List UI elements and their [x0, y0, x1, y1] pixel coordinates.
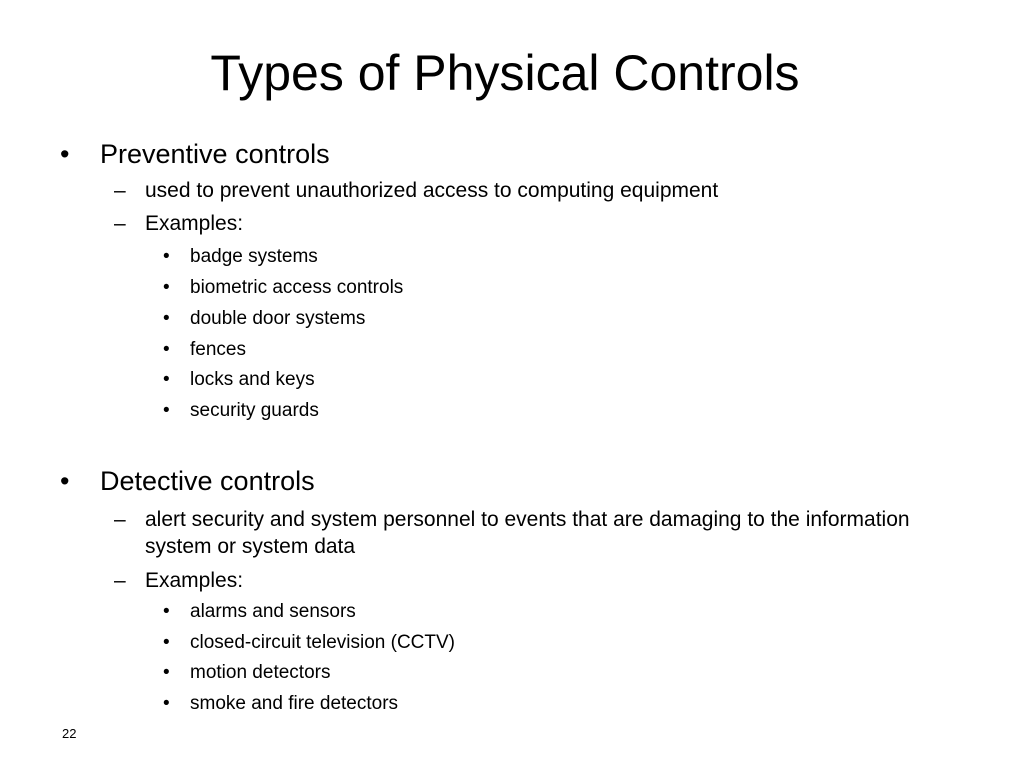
list-item	[0, 368, 1024, 392]
bullet-icon: •	[163, 246, 170, 267]
section-heading: Detective controls	[100, 466, 315, 496]
bullet-icon: •	[163, 662, 170, 683]
description-row	[0, 506, 1024, 560]
example-item: motion detectors	[190, 662, 331, 683]
example-item: alarms and sensors	[190, 601, 356, 622]
examples-label-row	[0, 210, 1024, 237]
list-item	[0, 276, 1024, 300]
dash-icon: –	[114, 508, 126, 531]
example-item: smoke and fire detectors	[190, 693, 399, 714]
dash-icon: –	[114, 569, 126, 592]
bullet-icon: •	[163, 601, 170, 622]
bullet-icon: •	[163, 693, 170, 714]
dash-icon: –	[114, 212, 126, 235]
section-description: used to prevent unauthorized access to computing equipment	[145, 179, 719, 202]
section-heading: Preventive controls	[100, 139, 330, 169]
bullet-icon: •	[163, 369, 170, 390]
section-heading-row	[0, 138, 1024, 170]
section-description: alert security and system personnel to events that are damaging to the information system or system data	[145, 508, 910, 558]
list-item	[0, 245, 1024, 269]
bullet-icon: •	[60, 139, 70, 169]
examples-label: Examples:	[145, 212, 244, 235]
example-item: fences	[190, 339, 246, 360]
bullet-icon: •	[163, 339, 170, 360]
list-item	[0, 399, 1024, 423]
bullet-icon: •	[163, 277, 170, 298]
example-item: badge systems	[190, 246, 318, 267]
list-item	[0, 661, 1024, 685]
bullet-icon: •	[163, 632, 170, 653]
bullet-icon: •	[163, 308, 170, 329]
example-item: security guards	[190, 400, 319, 421]
list-item	[0, 600, 1024, 624]
description-row	[0, 177, 1024, 204]
bullet-icon: •	[163, 400, 170, 421]
example-item: closed-circuit television (CCTV)	[190, 632, 456, 653]
list-item	[0, 692, 1024, 716]
page-number: 22	[62, 726, 77, 741]
list-item	[0, 338, 1024, 362]
dash-icon: –	[114, 179, 126, 202]
bullet-icon: •	[60, 466, 70, 496]
example-item: double door systems	[190, 308, 366, 329]
examples-label: Examples:	[145, 569, 244, 592]
list-item	[0, 307, 1024, 331]
section-heading-row	[0, 465, 1024, 497]
list-item	[0, 631, 1024, 655]
example-item: biometric access controls	[190, 277, 404, 298]
examples-label-row	[0, 567, 1024, 594]
example-item: locks and keys	[190, 369, 315, 390]
slide-title: Types of Physical Controls	[210, 45, 800, 101]
